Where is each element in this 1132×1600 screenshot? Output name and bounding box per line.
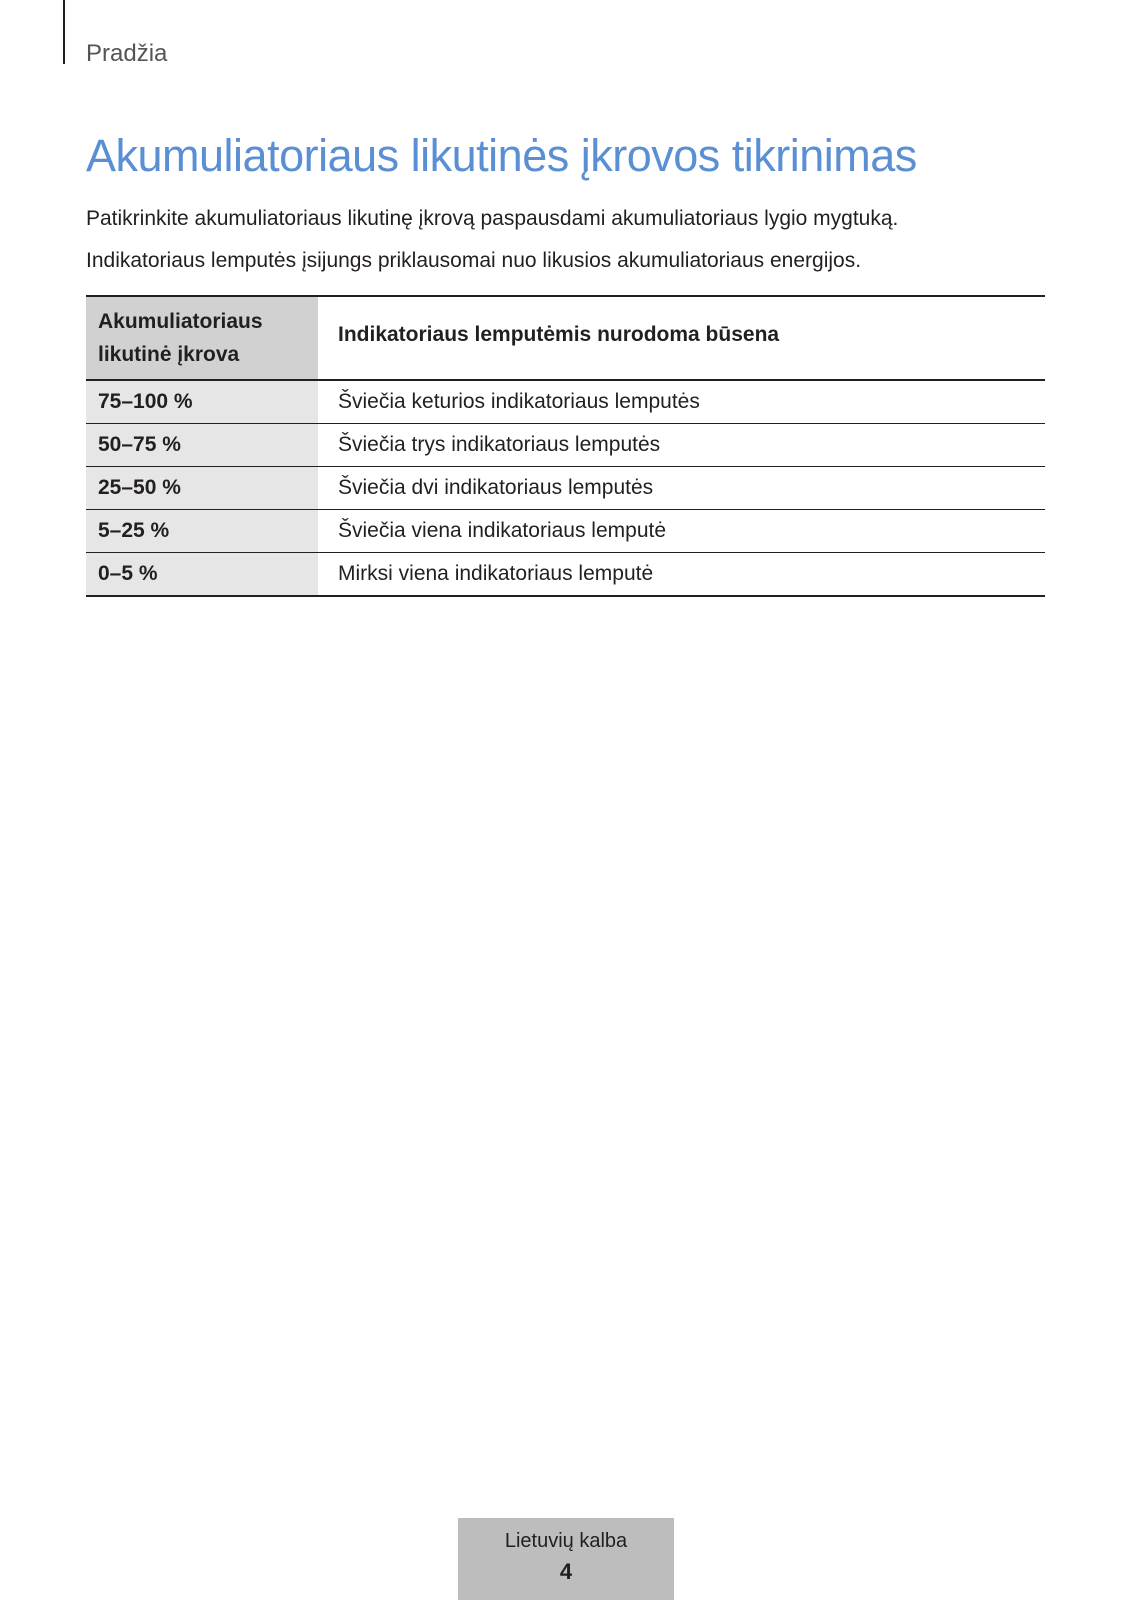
section-label: Pradžia [86, 40, 168, 67]
charge-range-cell: 50–75 % [86, 424, 318, 467]
indicator-status-cell: Šviečia trys indikatoriaus lemputės [338, 433, 661, 456]
header-indicator-status: Indikatoriaus lemputėmis nurodoma būsena [338, 322, 780, 346]
footer-language: Lietuvių kalba [504, 1530, 628, 1552]
margin-rule [63, 0, 65, 64]
charge-range-cell: 0–5 % [86, 553, 318, 597]
table-row [86, 467, 1045, 510]
table-row [86, 424, 1045, 467]
table-row [86, 380, 1045, 424]
table-row [86, 553, 1045, 597]
table-row [86, 510, 1045, 553]
table-header-row [86, 296, 1045, 380]
header-remaining-charge: Akumuliatoriaus likutinė įkrova [86, 296, 318, 380]
indicator-status-cell: Šviečia viena indikatoriaus lemputė [338, 519, 667, 542]
charge-range-cell: 25–50 % [86, 467, 318, 510]
page-title: Akumuliatoriaus likutinės įkrovos tikrinimas [86, 130, 917, 181]
battery-status-table [86, 295, 1045, 597]
indicator-status-cell: Mirksi viena indikatoriaus lemputė [338, 562, 654, 585]
indicator-status-cell: Šviečia keturios indikatoriaus lemputės [338, 390, 700, 413]
page-footer [458, 1518, 674, 1600]
indicator-paragraph: Indikatoriaus lemputės įsijungs priklausomai nuo likusios akumuliatoriaus energijos. [86, 249, 862, 272]
indicator-status-cell: Šviečia dvi indikatoriaus lemputės [338, 476, 654, 499]
charge-range-cell: 75–100 % [86, 380, 318, 424]
page-number: 4 [559, 1559, 573, 1584]
intro-paragraph: Patikrinkite akumuliatoriaus likutinę įkrovą paspausdami akumuliatoriaus lygio mygtuką. [86, 207, 899, 230]
charge-range-cell: 5–25 % [86, 510, 318, 553]
